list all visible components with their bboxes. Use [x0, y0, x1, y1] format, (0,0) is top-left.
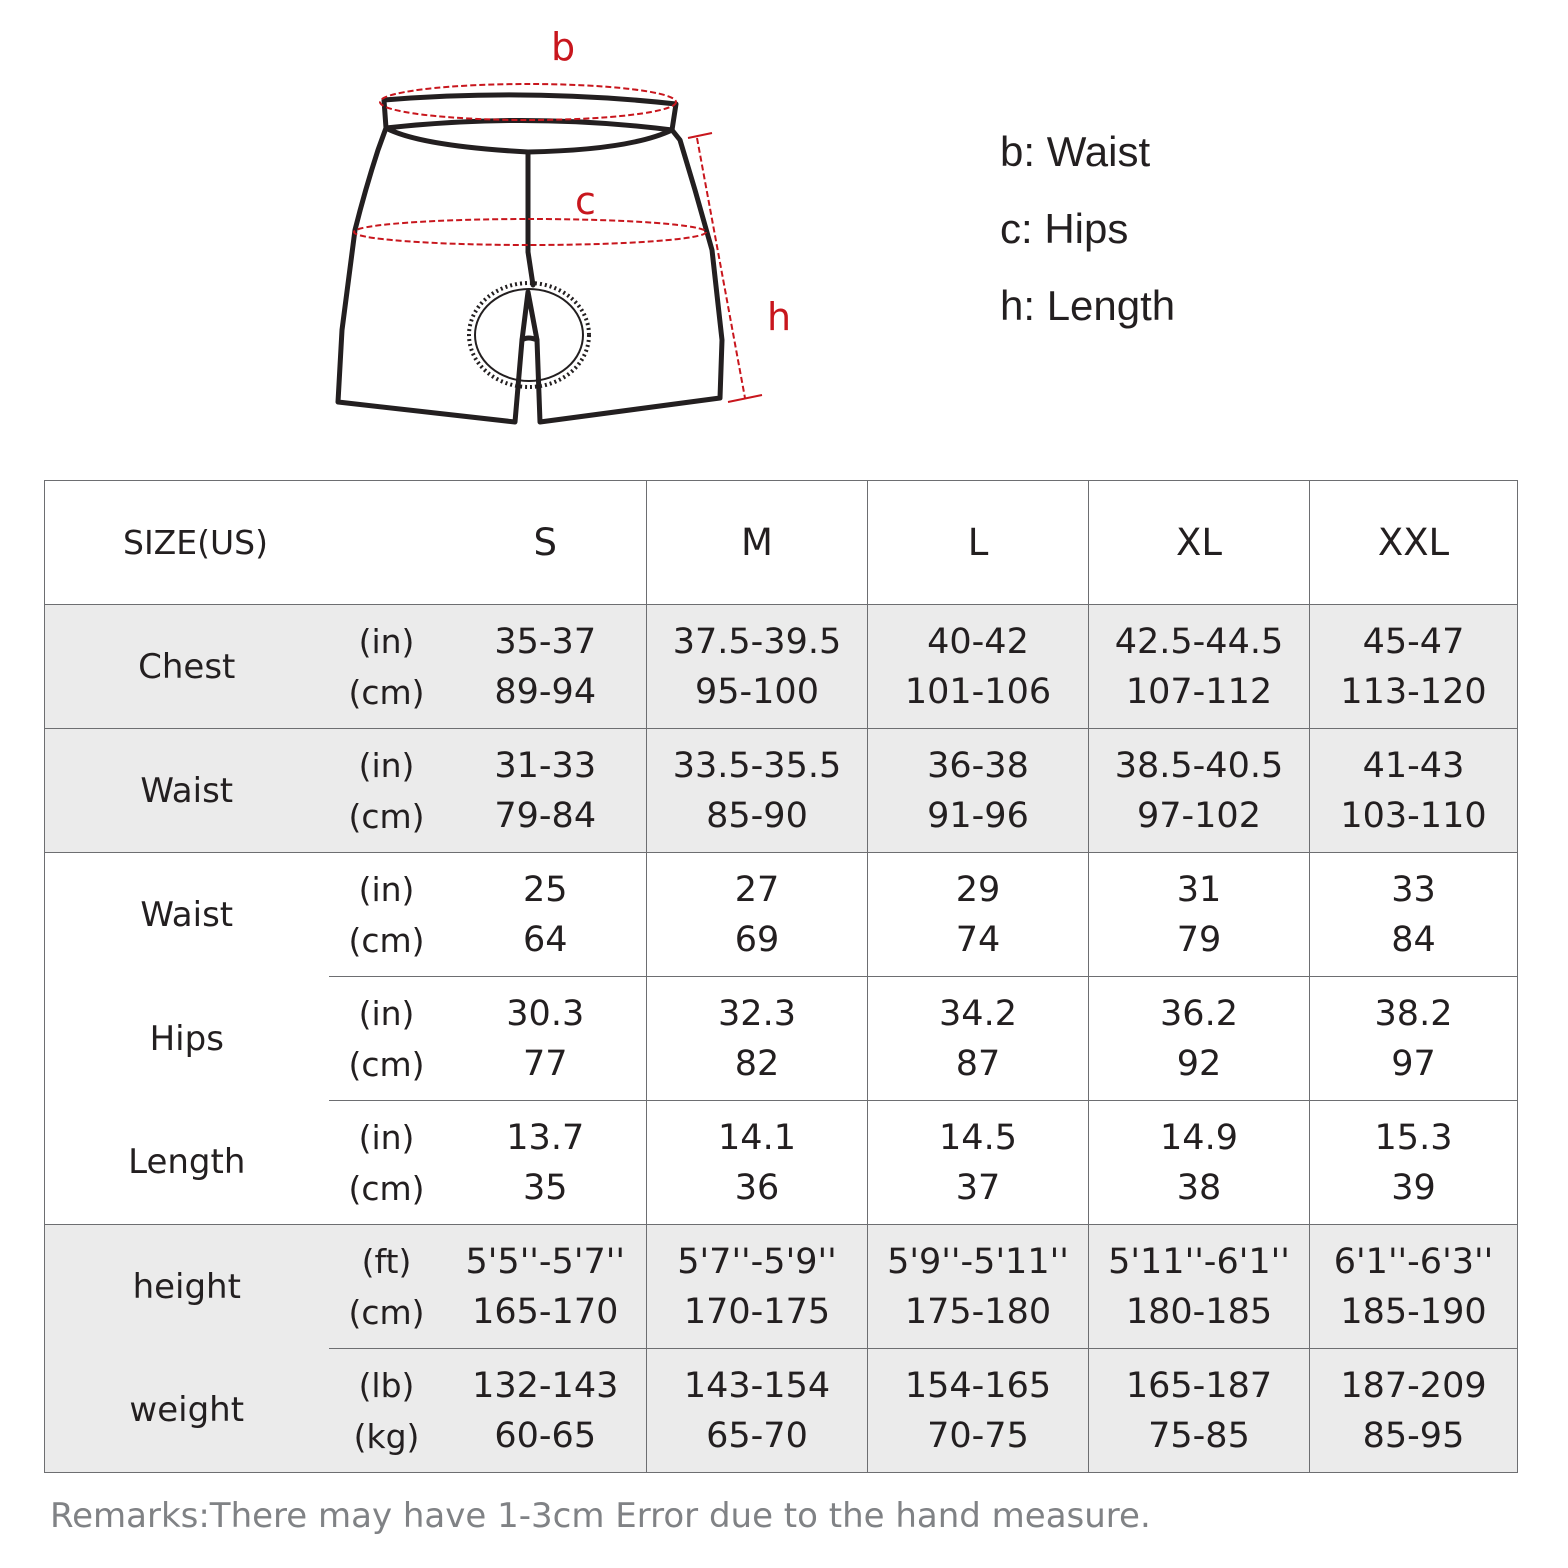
value-secondary: 79 — [1176, 919, 1222, 960]
label-c: c — [575, 179, 596, 223]
value-primary: 132-143 — [472, 1365, 619, 1406]
value-secondary: 36 — [734, 1167, 780, 1208]
row-label: Hips — [45, 977, 329, 1101]
value-cell — [1089, 853, 1310, 977]
value-cell — [1310, 729, 1518, 853]
value-primary: 187-209 — [1340, 1365, 1487, 1406]
value-secondary: 82 — [734, 1043, 780, 1084]
value-primary: 14.5 — [939, 1117, 1017, 1158]
value-primary: 34.2 — [939, 993, 1017, 1034]
value-secondary: 95-100 — [695, 671, 819, 712]
unit-secondary: (cm) — [348, 1292, 425, 1332]
unit-primary: (lb) — [358, 1365, 415, 1405]
remarks-note: Remarks:There may have 1-3cm Error due to the hand measure. — [50, 1496, 1151, 1536]
value-cell — [647, 977, 868, 1101]
value-primary: 165-187 — [1125, 1365, 1273, 1406]
value-secondary: 101-106 — [904, 671, 1052, 712]
row-label: weight — [45, 1349, 329, 1473]
value-primary: 31-33 — [494, 745, 597, 786]
value-primary: 6'1''-6'3'' — [1333, 1241, 1494, 1282]
unit-primary: (in) — [358, 993, 415, 1033]
size-us-header: SIZE(US) — [45, 481, 445, 605]
unit-primary: (in) — [358, 621, 415, 661]
row-label: height — [45, 1225, 329, 1349]
value-secondary: 170-175 — [683, 1291, 831, 1332]
value-cell — [868, 977, 1089, 1101]
row-label: Waist — [45, 853, 329, 977]
value-primary: 29 — [955, 869, 1001, 910]
value-cell — [445, 1101, 647, 1225]
value-primary: 15.3 — [1374, 1117, 1453, 1158]
unit-secondary: (cm) — [348, 672, 425, 712]
size-header-m: M — [647, 481, 868, 605]
value-primary: 5'7''-5'9'' — [677, 1241, 837, 1282]
value-cell — [868, 1101, 1089, 1225]
legend-hips: c: Hips — [1000, 205, 1129, 252]
unit-cell — [329, 605, 445, 729]
value-cell — [1089, 1101, 1310, 1225]
value-primary: 33.5-35.5 — [672, 745, 842, 786]
shorts-diagram — [320, 20, 800, 440]
value-cell — [647, 853, 868, 977]
table-row-length — [45, 1101, 1518, 1225]
value-secondary: 39 — [1391, 1167, 1436, 1208]
value-secondary: 77 — [522, 1043, 568, 1084]
value-secondary: 65-70 — [706, 1415, 808, 1456]
value-primary: 13.7 — [506, 1117, 585, 1158]
value-secondary: 87 — [955, 1043, 1001, 1084]
size-header-l: L — [868, 481, 1089, 605]
unit-cell — [329, 1101, 445, 1225]
value-secondary: 84 — [1391, 919, 1436, 960]
label-h: h — [767, 295, 792, 339]
value-cell — [445, 1225, 647, 1349]
value-secondary: 38 — [1176, 1167, 1222, 1208]
value-cell — [1089, 1349, 1310, 1473]
value-cell — [647, 1225, 868, 1349]
value-secondary: 185-190 — [1340, 1291, 1487, 1332]
value-primary: 45-47 — [1362, 621, 1465, 662]
value-primary: 30.3 — [506, 993, 585, 1034]
value-cell — [868, 605, 1089, 729]
row-label: Length — [45, 1101, 329, 1225]
table-row-weight — [45, 1349, 1518, 1473]
unit-secondary: (cm) — [348, 796, 425, 836]
value-primary: 5'9''-5'11'' — [887, 1241, 1069, 1282]
value-secondary: 64 — [522, 919, 568, 960]
value-cell — [647, 729, 868, 853]
value-primary: 41-43 — [1362, 745, 1465, 786]
value-cell — [1310, 1349, 1518, 1473]
unit-primary: (in) — [358, 745, 415, 785]
value-secondary: 180-185 — [1125, 1291, 1273, 1332]
value-secondary: 75-85 — [1148, 1415, 1250, 1456]
unit-secondary: (kg) — [353, 1416, 420, 1456]
table-header-row — [45, 481, 1518, 605]
value-primary: 31 — [1176, 869, 1222, 910]
value-secondary: 60-65 — [494, 1415, 597, 1456]
value-cell — [868, 1225, 1089, 1349]
value-cell — [445, 605, 647, 729]
value-primary: 36.2 — [1160, 993, 1238, 1034]
unit-cell — [329, 853, 445, 977]
unit-cell — [329, 729, 445, 853]
value-secondary: 113-120 — [1340, 671, 1487, 712]
unit-secondary: (cm) — [348, 1168, 425, 1208]
value-secondary: 91-96 — [927, 795, 1029, 836]
value-cell — [1089, 977, 1310, 1101]
value-secondary: 92 — [1176, 1043, 1222, 1084]
value-cell — [445, 977, 647, 1101]
value-primary: 38.2 — [1374, 993, 1453, 1034]
unit-primary: (in) — [358, 869, 415, 909]
value-secondary: 103-110 — [1340, 795, 1487, 836]
value-secondary: 175-180 — [904, 1291, 1052, 1332]
value-primary: 14.9 — [1160, 1117, 1238, 1158]
value-cell — [868, 853, 1089, 977]
value-primary: 5'5''-5'7'' — [465, 1241, 625, 1282]
value-primary: 14.1 — [718, 1117, 796, 1158]
unit-primary: (ft) — [361, 1241, 412, 1281]
value-cell — [868, 729, 1089, 853]
unit-primary: (in) — [358, 1117, 415, 1157]
value-primary: 40-42 — [927, 621, 1029, 662]
value-secondary: 97 — [1391, 1043, 1436, 1084]
value-secondary: 35 — [522, 1167, 568, 1208]
value-secondary: 79-84 — [494, 795, 597, 836]
table-row-height — [45, 1225, 1518, 1349]
value-secondary: 97-102 — [1137, 795, 1261, 836]
unit-cell — [329, 1349, 445, 1473]
size-header-xl: XL — [1089, 481, 1310, 605]
legend-waist: b: Waist — [1000, 128, 1151, 175]
label-b: b — [551, 25, 576, 69]
table-row-top-waist — [45, 729, 1518, 853]
table-row-chest — [45, 605, 1518, 729]
value-cell — [1310, 1101, 1518, 1225]
value-primary: 38.5-40.5 — [1114, 745, 1284, 786]
value-cell — [1089, 729, 1310, 853]
value-secondary: 37 — [955, 1167, 1001, 1208]
value-secondary: 107-112 — [1125, 671, 1273, 712]
value-secondary: 89-94 — [494, 671, 597, 712]
value-primary: 35-37 — [494, 621, 597, 662]
unit-cell — [329, 977, 445, 1101]
value-cell — [445, 1349, 647, 1473]
value-cell — [445, 853, 647, 977]
value-cell — [1310, 853, 1518, 977]
value-cell — [647, 1101, 868, 1225]
value-cell — [647, 605, 868, 729]
value-cell — [1310, 977, 1518, 1101]
value-primary: 25 — [522, 869, 568, 910]
unit-cell — [329, 1225, 445, 1349]
value-cell — [1089, 1225, 1310, 1349]
value-cell — [1089, 605, 1310, 729]
table-row-hips — [45, 977, 1518, 1101]
value-secondary: 85-95 — [1362, 1415, 1465, 1456]
value-primary: 27 — [734, 869, 780, 910]
row-label: Waist — [45, 729, 329, 853]
value-secondary: 69 — [734, 919, 780, 960]
value-secondary: 70-75 — [927, 1415, 1029, 1456]
measurement-legend — [1000, 126, 1175, 357]
value-secondary: 74 — [955, 919, 1001, 960]
unit-secondary: (cm) — [348, 920, 425, 960]
table-row-shorts-waist — [45, 853, 1518, 977]
value-primary: 154-165 — [904, 1365, 1052, 1406]
value-primary: 36-38 — [927, 745, 1029, 786]
value-cell — [445, 729, 647, 853]
legend-length: h: Length — [1000, 282, 1176, 329]
size-chart-table — [44, 480, 1518, 1473]
size-header-s: S — [445, 481, 647, 605]
value-cell — [868, 1349, 1089, 1473]
value-secondary: 165-170 — [472, 1291, 619, 1332]
value-cell — [1310, 605, 1518, 729]
value-cell — [1310, 1225, 1518, 1349]
unit-secondary: (cm) — [348, 1044, 425, 1084]
row-label: Chest — [45, 605, 329, 729]
value-primary: 143-154 — [683, 1365, 831, 1406]
value-primary: 33 — [1391, 869, 1436, 910]
value-secondary: 85-90 — [706, 795, 808, 836]
value-primary: 32.3 — [718, 993, 796, 1034]
value-primary: 42.5-44.5 — [1114, 621, 1284, 662]
value-cell — [647, 1349, 868, 1473]
value-primary: 37.5-39.5 — [672, 621, 842, 662]
value-primary: 5'11''-6'1'' — [1108, 1241, 1290, 1282]
size-header-xxl: XXL — [1310, 481, 1518, 605]
